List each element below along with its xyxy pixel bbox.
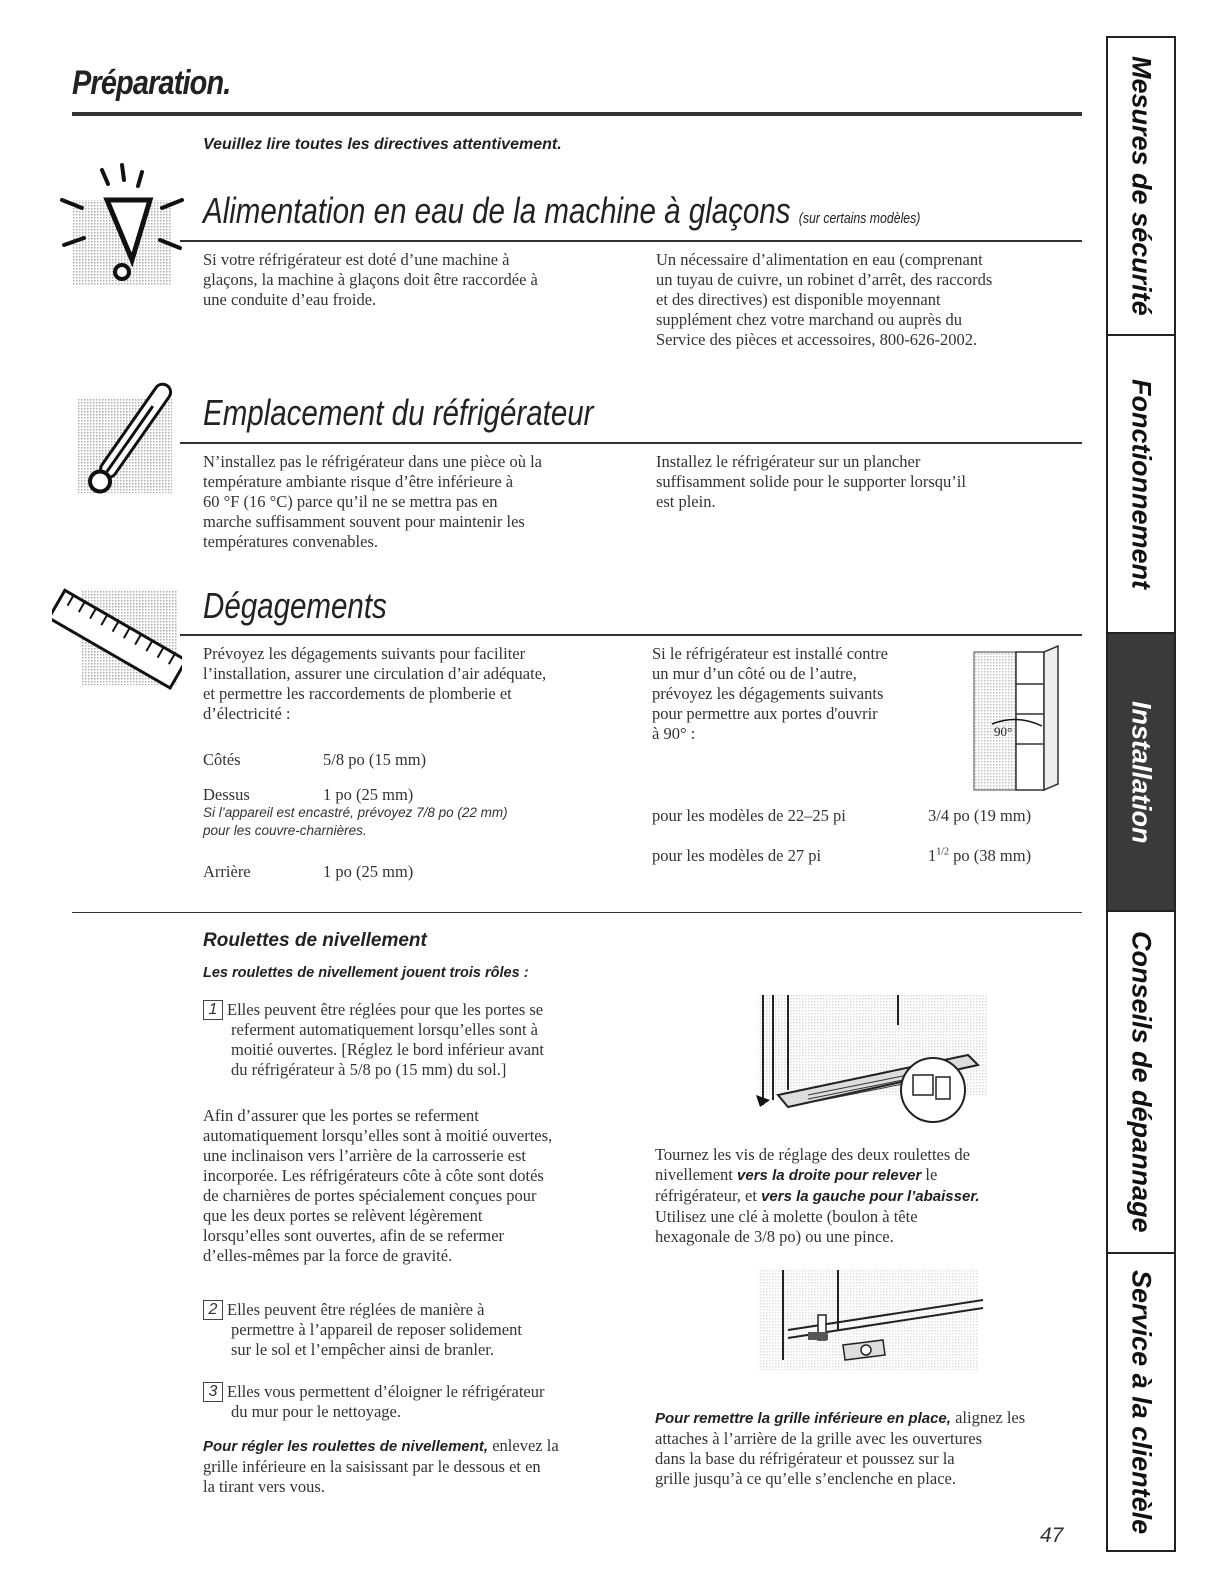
title-rule [72,112,1082,116]
tab-fonctionnement[interactable]: Fonctionnement [1126,379,1157,589]
divider-rule [72,912,1082,913]
top-label: Dessus [203,785,250,804]
item-number-1: 1 [203,1000,223,1020]
clearance-left-text: Prévoyez les dégagements suivants pour faciliter l’installation, assurer une circulation d’air adéquate, et permettre les raccordements de plomberie et d’électricité : [203,644,547,723]
leveling-item-1: 1 Elles peuvent être réglées pour que les portes se referment automatiquement lorsqu’elles sont à moitié ouvertes. [Réglez le bord inférieur avant du réfrigérateur à 5/8 po (15 mm) du sol.] [203,1000,544,1080]
clearance-sides [203,750,426,770]
section-rule-ice [180,240,1082,242]
clearance-right-text: Si le réfrigérateur est installé contre un mur d’un côté ou de l’autre, prévoyez les dégagements suivants pour permettre aux portes d'ouvrir à 90° : [652,644,888,743]
raise-bold: vers la droite pour relever [737,1167,922,1184]
model1-label: pour les modèles de 22–25 pi [652,806,846,825]
location-left-text: N’installez pas le réfrigérateur dans une pièce où la température ambiante risque d’être inférieure à 60 °F (16 °C) parce qu’il ne se mettra pas en marche suffisamment souvent pour maintenir les températures convenables. [203,452,543,551]
top-value: 1 po (25 mm) [323,785,414,804]
fridge-door-illustration [972,644,1062,794]
leveling-paragraph: Afin d’assurer que les portes se referment automatiquement lorsqu’elles sont à moitié ouvertes, une inclinaison vers l’arrière de la carrosserie est incorporée. Les réfrigérateurs côte à côte sont dotés de charnières de portes spécialement conçues pour que les deux portes se relèvent légèrement lorsqu’elles sont ouvertes, afin de se refermer d’elles-mêmes par la force de gravité. [203,1106,553,1265]
model2-value: $1^{1/2}$ po (38 mm) [928,845,1032,865]
model2-row [652,842,1031,866]
section-tabs [1106,36,1176,1552]
adjust-instructions: Pour régler les roulettes de nivellement, enlevez la grille inférieure en la saisissant par le dessous et en la tirant vers vous. [203,1436,559,1496]
ruler-icon [52,585,182,695]
sides-value: 5/8 po (15 mm) [323,750,427,769]
section-rule-location [180,442,1082,444]
replace-bold: Pour remettre la grille inférieure en place, [655,1410,951,1427]
tab-service-a-la-clientele[interactable]: Service à la clientèle [1126,1269,1157,1535]
ice-right-text: Un nécessaire d’alimentation en eau (comprenant un tuyau de cuivre, un robinet d’arrêt, des raccords et des directives) est disponible moyennant supplément chez votre marchand ou auprès du Service des pièces et accessoires, 800-626-2002. [656,250,993,349]
clearance-top [203,785,413,805]
top-note: Si l’appareil est encastré, prévoyez 7/8 po (22 mm) pour les couvre-charnières. [203,805,508,838]
model1-value: 3/4 po (19 mm) [928,806,1032,825]
location-right-text: Installez le réfrigérateur sur un plancher suffisamment solide pour le supporter lorsqu’il est plein. [656,452,966,511]
roller-illustration [748,1270,988,1380]
tab-mesures-de-securite[interactable]: Mesures de sécurité [1126,56,1157,316]
page-number: 47 [1040,1524,1064,1547]
sides-label: Côtés [203,750,241,769]
section-rule-clearance [180,634,1082,636]
thermometer-icon [72,378,187,513]
turn-screws-text: Tournez les vis de réglage des deux roulettes de nivellement vers la droite pour relever le réfrigérateur, et vers la gauche pour l’abaisser. Utilisez une clé à molette (boulon à tête hexagonale de 3/8 po) ou une pince. [655,1145,980,1246]
tab-conseils-de-depannage[interactable]: Conseils de dépannage [1126,931,1157,1233]
model1-row [652,806,1031,826]
grille-illustration [748,995,998,1130]
item-number-3: 3 [203,1382,223,1402]
back-value: 1 po (25 mm) [323,862,414,881]
leveling-heading: Roulettes de nivellement [203,930,427,951]
clearance-back [203,862,413,882]
leveling-subheading: Les roulettes de nivellement jouent trois rôles : [203,965,529,981]
item-number-2: 2 [203,1300,223,1320]
page-title: Préparation. [72,64,231,102]
section-title-ice [203,190,920,232]
section-title-clearance: Dégagements [203,585,387,626]
back-label: Arrière [203,862,251,881]
section-title-ice-note: (sur certains modèles) [798,210,921,227]
replace-grille-text: Pour remettre la grille inférieure en place, alignez les attaches à l’arrière de la grille avec les ouvertures dans la base du réfrigérateur et poussez sur la grille jusqu’à ce qu’elle s’enclenche en place. [655,1408,1026,1488]
adjust-bold: Pour régler les roulettes de nivellement, [203,1438,489,1455]
leveling-item-2: 2 Elles peuvent être réglées de manière à permettre à l’appareil de reposer solidement sur le sol et l’empêcher ainsi de branler. [203,1300,522,1360]
model2-label: pour les modèles de 27 pi [652,845,822,865]
door-angle-label: 90° [994,724,1013,739]
lower-bold: vers la gauche pour l’abaisser. [761,1188,980,1205]
instruction: Veuillez lire toutes les directives attentivement. [203,136,562,153]
tab-installation[interactable]: Installation [1108,634,1174,910]
leveling-item-3: 3 Elles vous permettent d’éloigner le réfrigérateur du mur pour le nettoyage. [203,1382,545,1422]
section-title-location: Emplacement du réfrigérateur [203,392,594,433]
ice-left-text: Si votre réfrigérateur est doté d’une machine à glaçons, la machine à glaçons doit être raccordée à une conduite d’eau froide. [203,250,538,309]
section-title-ice-text: Alimentation en eau de la machine à glaçons [203,190,791,231]
warning-icon [52,160,192,290]
